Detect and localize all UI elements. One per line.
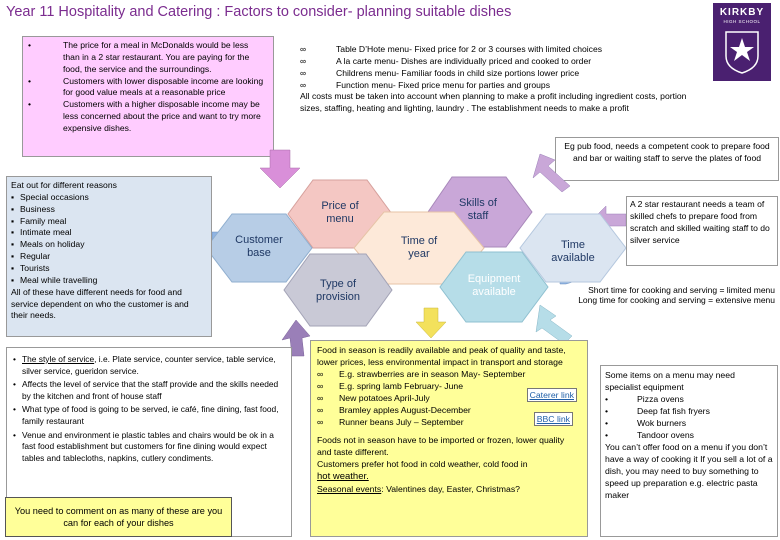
eat-out-item: ▪ Special occasions: [11, 192, 207, 204]
hot-weather-text: hot weather.: [317, 471, 369, 482]
equipment-footer: You can’t offer food on a menu if you don’t have a way of cooking it If you sell a lot of a dish, you may need to buy something to speed up preparation e.g. electric pasta maker: [605, 442, 773, 500]
time-of-year-box: [310, 340, 588, 537]
infinity-icon: ∞: [317, 393, 324, 403]
menu-costs-note: All costs must be taken into account when planning to make a profit including ingredient costs, portion sizes, staffing, heating and lighting, laundry . The establishment needs to make a profit: [300, 91, 687, 114]
skilled-chefs-box: A 2 star restaurant needs a team of skilled chefs to prepare food from scratch and skilled waiting staff to do silver service: [626, 196, 778, 266]
infinity-icon: ∞: [317, 417, 324, 427]
eat-out-item: ▪ Meal while travelling: [11, 275, 207, 287]
comment-instruction-box: You need to comment on as many of these are you can for each of your dishes: [5, 497, 232, 537]
service-item: • The style of service, i.e. Plate service, counter service, table service, silver service, gueridon service.: [13, 354, 285, 377]
equipment-item: • Pizza ovens: [605, 393, 773, 405]
hex-skills-label: Skills of staff: [459, 197, 497, 222]
season-para: Customers prefer hot food in cold weather, cold food in: [317, 459, 528, 469]
equipment-item: • Tandoor ovens: [605, 429, 773, 441]
hex-provision-label: Type of provision: [315, 278, 361, 303]
skills-pub-box: Eg pub food, needs a competent cook to prepare food and bar or waiting staff to serve the plates of food: [555, 137, 779, 181]
hex-price-label: Price of menu: [321, 200, 359, 225]
season-item: ∞ Bramley apples August-December: [317, 405, 471, 415]
season-item: ∞ New potatoes April-July Caterer link: [317, 392, 581, 404]
hex-customer-label: Customer base: [235, 234, 283, 259]
eat-out-footer: All of these have different needs for food and service dependent on who the customer is and their needs.: [11, 286, 189, 321]
eat-out-reasons-box: [6, 176, 212, 337]
time-note-line: Short time for cooking and serving = limited menu: [588, 285, 775, 295]
eat-out-heading: Eat out for different reasons: [11, 180, 117, 190]
bbc-link[interactable]: BBC link: [534, 412, 573, 426]
menu-type-item: ∞ A la carte menu- Dishes are individually priced and cooked to order: [300, 55, 592, 66]
equipment-box: [600, 365, 778, 537]
logo-name: KIRKBY: [719, 7, 765, 18]
eat-out-item: ▪ Intimate meal: [11, 227, 207, 239]
season-item: ∞ E.g. spring lamb February- June: [317, 381, 464, 391]
infinity-icon: ∞: [317, 405, 324, 415]
infinity-icon: ∞: [300, 67, 307, 78]
price-item: • Customers with a higher disposable income may be less concerned about the price and want to try more expensive dishes.: [63, 99, 267, 135]
menu-type-item: ∞ Function menu- Fixed price menu for parties and groups: [300, 79, 550, 90]
season-item: ∞ E.g. strawberries are in season May- September: [317, 369, 526, 379]
equipment-item: • Deep fat fish fryers: [605, 405, 773, 417]
arrow-season: [416, 308, 446, 338]
eat-out-item: ▪ Family meal: [11, 216, 207, 228]
infinity-icon: ∞: [300, 44, 307, 54]
equipment-intro: Some items on a menu may need specialist equipment: [605, 370, 735, 392]
time-note-line: Long time for cooking and serving = extensive menu: [578, 295, 775, 305]
service-item: • What type of food is going to be served, ie café, fine dining, fast food, family restaurant: [13, 404, 285, 427]
eat-out-item: ▪ Tourists: [11, 263, 207, 275]
arrow-skills: [533, 154, 570, 192]
menu-type-item: ∞ Table D’Hote menu- Fixed price for 2 or 3 courses with limited choices: [300, 44, 603, 54]
menu-type-item: ∞ Childrens menu- Familiar foods in child size portions lower price: [300, 67, 580, 78]
season-intro: Food in season is readily available and peak of quality and taste, lower prices, less environmental impact in transport and storage: [317, 345, 566, 367]
price-item: • The price for a meal in McDonalds would be less than in a 2 star restaurant. You are paying for the food, the service and the surroundings.: [63, 40, 267, 76]
hex-equipment-label: Equipment available: [467, 273, 521, 298]
seasonal-events: Seasonal events: Valentines day, Easter, Christmas?: [317, 484, 520, 495]
hex-price-line: Price of: [321, 200, 359, 212]
eat-out-item: ▪ Business: [11, 204, 207, 216]
logo-subtitle: HIGH SCHOOL: [723, 19, 761, 24]
infinity-icon: ∞: [300, 55, 307, 66]
arrow-price: [260, 150, 300, 188]
service-item: • Affects the level of service that the staff provide and the skills needed by the kitchen and front of house staff: [13, 379, 285, 402]
service-item: • Venue and environment ie plastic tables and chairs would be ok in a fast food establishment but customers for fine dining would expect tables and tablecloths, napkins, cutlery condiments.: [13, 430, 285, 465]
season-item: ∞ Runner beans July – September BBC link: [317, 416, 581, 428]
hex-time-of-year-label: Time of year: [400, 235, 438, 260]
eat-out-item: ▪ Meals on holiday: [11, 239, 207, 251]
eat-out-list: [11, 192, 207, 287]
page-title: Year 11 Hospitality and Catering : Factors to consider- planning suitable dishes: [6, 4, 512, 20]
season-para: Foods not in season have to be imported or frozen, lower quality and taste different.: [317, 435, 565, 457]
time-available-note: [548, 282, 778, 314]
hex-time-available-label: Time available: [551, 239, 595, 264]
caterer-link[interactable]: Caterer link: [527, 388, 577, 402]
price-item: • Customers with lower disposable income are looking for good value meals at a reasonable price: [63, 76, 267, 100]
infinity-icon: ∞: [317, 381, 324, 391]
infinity-icon: ∞: [300, 79, 307, 90]
equipment-item: • Wok burners: [605, 417, 773, 429]
infinity-icon: ∞: [317, 369, 324, 379]
eat-out-item: ▪ Regular: [11, 251, 207, 263]
